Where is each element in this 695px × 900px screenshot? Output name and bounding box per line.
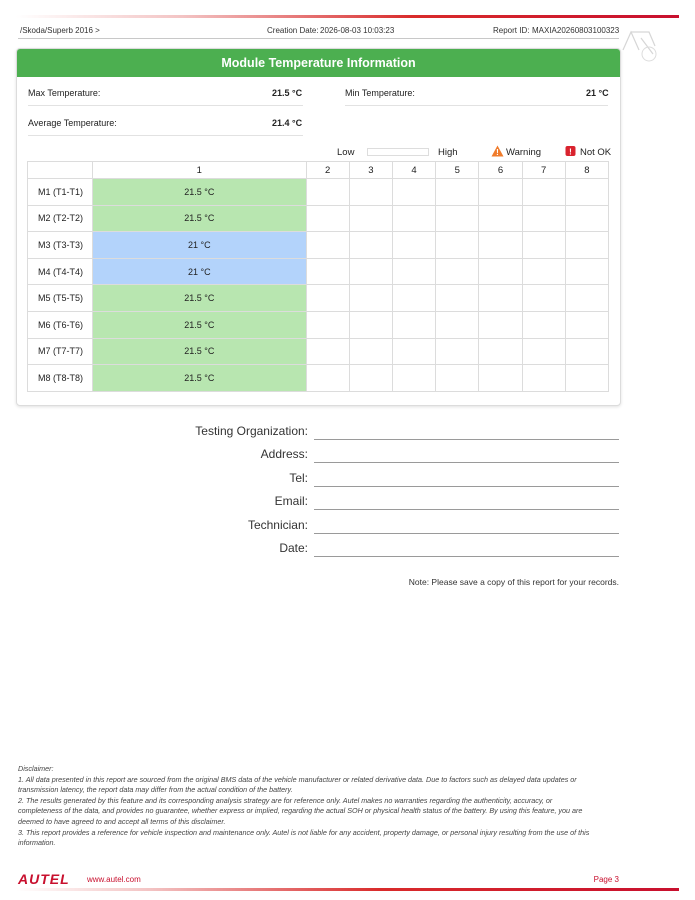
temperature-cell — [349, 258, 392, 285]
save-note: Note: Please save a copy of this report for your records. — [408, 577, 619, 587]
temperature-cell — [392, 311, 435, 338]
temperature-cell — [436, 232, 479, 259]
table-row — [28, 285, 609, 312]
temperature-cell — [436, 205, 479, 232]
card-title: Module Temperature Information — [17, 49, 620, 77]
temperature-cell — [392, 285, 435, 312]
form-field-line[interactable] — [314, 509, 619, 510]
svg-text:!: ! — [496, 148, 499, 157]
temperature-cell — [306, 258, 349, 285]
temperature-cell — [349, 365, 392, 392]
page-number: Page 3 — [593, 875, 619, 884]
form-field-line[interactable] — [314, 486, 619, 487]
temperature-cell — [479, 258, 522, 285]
form-field-label: Email: — [274, 494, 308, 509]
temperature-cell — [522, 179, 565, 206]
temperature-cell — [479, 285, 522, 312]
max-temperature-label: Max Temperature: — [28, 88, 101, 98]
creation-date-value: 2026-08-03 10:03:23 — [320, 26, 395, 35]
form-row — [0, 514, 695, 536]
form-field-line[interactable] — [314, 439, 619, 440]
temperature-cell — [436, 179, 479, 206]
table-row — [28, 365, 609, 392]
temperature-cell — [565, 338, 608, 365]
temperature-cell — [522, 365, 565, 392]
form-field-label: Testing Organization: — [195, 424, 308, 438]
average-temperature-label: Average Temperature: — [28, 118, 117, 128]
temperature-cell — [349, 232, 392, 259]
module-temperature-card — [16, 48, 621, 406]
table-row — [28, 205, 609, 232]
temperature-cell — [522, 232, 565, 259]
legend-high-label: High — [438, 147, 458, 158]
temperature-cell — [306, 179, 349, 206]
temperature-cell — [479, 232, 522, 259]
column-header: 5 — [436, 162, 479, 179]
legend-not-ok-label: Not OK — [580, 147, 612, 158]
grid-body — [28, 179, 609, 392]
temperature-gradient-scale — [367, 148, 429, 156]
report-id-label: Report ID: — [493, 26, 530, 35]
temperature-cell — [565, 205, 608, 232]
header-divider — [18, 38, 619, 39]
form-field-label: Date: — [279, 541, 308, 555]
autel-logo: AUTEL — [18, 871, 70, 887]
temperature-grid — [27, 161, 609, 392]
temperature-cell — [306, 285, 349, 312]
temperature-cell: 21.5 °C — [93, 179, 307, 206]
average-temperature-value: 21.4 °C — [272, 118, 303, 128]
column-header: 4 — [392, 162, 435, 179]
temperature-cell — [392, 232, 435, 259]
temperature-cell — [522, 285, 565, 312]
column-header: 1 — [93, 162, 307, 179]
column-header: 2 — [306, 162, 349, 179]
temperature-cell — [306, 338, 349, 365]
legend-warning-label: Warning — [506, 147, 542, 158]
module-label: M1 (T1-T1) — [28, 179, 93, 206]
temperature-cell: 21.5 °C — [93, 338, 307, 365]
creation-date-label: Creation Date: — [267, 26, 319, 35]
module-label: M2 (T2-T2) — [28, 205, 93, 232]
disclaimer-title: Disclaimer: — [18, 764, 54, 773]
disclaimer-item: 1. All data presented in this report are sourced from the original BMS data of the vehicle manufacturer or related derivative data. Due to factors such as delayed data updates or transmission latency, the report data may differ from the actual condition of the battery. — [18, 774, 577, 795]
temperature-cell — [306, 205, 349, 232]
temperature-cell: 21 °C — [93, 232, 307, 259]
temperature-cell — [522, 338, 565, 365]
temperature-cell: 21.5 °C — [93, 311, 307, 338]
footer-url-link[interactable]: www.autel.com — [87, 875, 141, 884]
temperature-cell — [479, 311, 522, 338]
table-row — [28, 338, 609, 365]
table-row — [28, 258, 609, 285]
legend-low-label: Low — [337, 147, 355, 158]
form-row — [0, 537, 695, 559]
module-label: M7 (T7-T7) — [28, 338, 93, 365]
temperature-cell — [436, 258, 479, 285]
min-temperature-value: 21 °C — [586, 88, 609, 98]
temperature-cell — [349, 338, 392, 365]
temperature-cell: 21.5 °C — [93, 205, 307, 232]
form-row — [0, 443, 695, 465]
form-field-label: Tel: — [289, 470, 308, 485]
temperature-cell — [392, 338, 435, 365]
temperature-cell — [522, 258, 565, 285]
form-row — [0, 420, 695, 442]
temperature-cell — [306, 232, 349, 259]
breadcrumb: /Skoda/Superb 2016 > — [20, 26, 100, 35]
temperature-cell — [436, 285, 479, 312]
temperature-cell — [479, 365, 522, 392]
disclaimer-item: 2. The results generated by this feature and its corresponding analysis strategy are for reference only. Autel makes no warranties regarding the authenticity, accuracy, or completeness of the data, and provides no guarantee, whether express or implied, regarding the actual SOH or physical health status of the battery. By using this feature, you are deemed to have agreed to and accept all terms of this disclaimer. — [18, 795, 583, 826]
column-header: 8 — [565, 162, 608, 179]
column-header: 3 — [349, 162, 392, 179]
svg-text:!: ! — [569, 147, 572, 157]
temperature-cell — [349, 179, 392, 206]
not-ok-icon — [565, 145, 576, 160]
disclaimer — [18, 764, 598, 849]
temperature-cell — [522, 205, 565, 232]
temperature-cell — [436, 338, 479, 365]
temperature-cell — [392, 365, 435, 392]
disclaimer-item: 3. This report provides a reference for vehicle inspection and maintenance only. Autel is not liable for any accident, property damage, or personal injury resulting from the use of this information. — [18, 827, 590, 848]
temperature-cell — [479, 338, 522, 365]
temperature-cell — [565, 365, 608, 392]
stat-divider — [28, 105, 303, 106]
report-id-value: MAXIA20260803100323 — [532, 26, 620, 35]
form-row — [0, 467, 695, 489]
module-label: M6 (T6-T6) — [28, 311, 93, 338]
temperature-cell — [565, 258, 608, 285]
warning-icon — [491, 145, 504, 160]
form-field-line[interactable] — [314, 533, 619, 534]
top-accent-bar — [16, 15, 679, 18]
report-header — [18, 23, 620, 39]
module-label: M4 (T4-T4) — [28, 258, 93, 285]
table-row — [28, 311, 609, 338]
grid-corner-cell — [28, 162, 93, 179]
grid-header-row — [28, 162, 609, 179]
max-temperature-value: 21.5 °C — [272, 88, 303, 98]
temperature-cell — [479, 179, 522, 206]
form-field-line[interactable] — [314, 462, 619, 463]
temperature-cell — [565, 311, 608, 338]
temperature-cell — [479, 205, 522, 232]
temperature-cell — [349, 285, 392, 312]
temperature-cell — [436, 311, 479, 338]
temperature-cell: 21.5 °C — [93, 365, 307, 392]
temperature-cell — [392, 205, 435, 232]
min-temperature-label: Min Temperature: — [345, 88, 415, 98]
temperature-cell — [349, 205, 392, 232]
module-label: M8 (T8-T8) — [28, 365, 93, 392]
bottom-accent-bar — [16, 888, 679, 891]
temperature-cell — [392, 179, 435, 206]
form-row — [0, 490, 695, 512]
temperature-cell: 21 °C — [93, 258, 307, 285]
temperature-cell — [436, 365, 479, 392]
stat-divider — [28, 135, 303, 136]
temperature-cell: 21.5 °C — [93, 285, 307, 312]
form-field-label: Address: — [260, 447, 308, 462]
column-header: 7 — [522, 162, 565, 179]
module-label: M3 (T3-T3) — [28, 232, 93, 259]
temperature-cell — [565, 285, 608, 312]
temperature-cell — [522, 311, 565, 338]
form-field-line[interactable] — [314, 556, 619, 557]
module-label: M5 (T5-T5) — [28, 285, 93, 312]
temperature-cell — [392, 258, 435, 285]
temperature-cell — [565, 232, 608, 259]
column-header: 6 — [479, 162, 522, 179]
table-row — [28, 179, 609, 206]
temperature-cell — [349, 311, 392, 338]
stat-divider — [345, 105, 608, 106]
temperature-cell — [565, 179, 608, 206]
form-field-label: Technician: — [247, 517, 308, 532]
temperature-cell — [306, 311, 349, 338]
temperature-cell — [306, 365, 349, 392]
watermark-logo-icon — [619, 24, 659, 64]
table-row — [28, 232, 609, 259]
